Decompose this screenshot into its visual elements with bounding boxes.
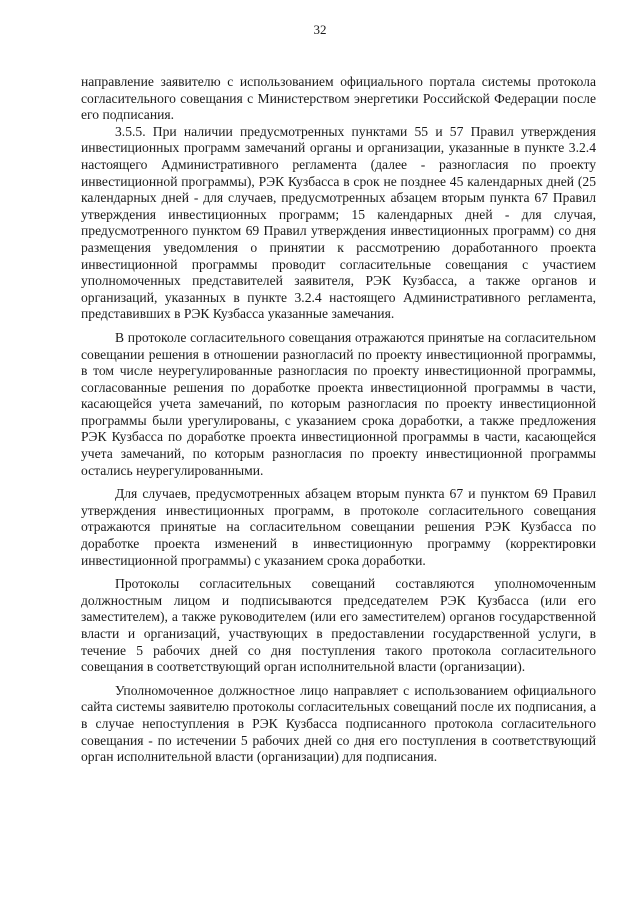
paragraph-protocol-sending: Уполномоченное должностное лицо направляет с использованием официального сайта системы заявителю протоколы согласительных совещаний после их подписания, а в случае непоступления в РЭК Кузбасса подписанного протокола согласительного совещания - по истечении 5 рабочих дней со дня его поступления в соответствующий орган исполнительной власти (организации) для подписания. [81, 682, 596, 765]
paragraph-continuation: направление заявителю с использованием официального портала системы протокола согласительного совещания с Министерством энергетики Российской Федерации после его подписания. [81, 74, 596, 123]
paragraph-special-cases: Для случаев, предусмотренных абзацем вторым пункта 67 и пунктом 69 Правил утверждения инвестиционных программ, в протоколе согласительного совещания отражаются принятые на согласительном совещании решения РЭК Кузбасса по доработке проекта изменений в инвестиционную программу (корректировки инвестиционной программы) с указанием срока доработки. [81, 486, 596, 568]
page-number: 32 [313, 22, 327, 37]
document-body [81, 74, 596, 766]
paragraph-protocol-contents: В протоколе согласительного совещания отражаются принятые на согласительном совещании решения в отношении разногласий по проекту инвестиционной программы, в том числе неурегулированные разногласия по проекту инвестиционной программы, согласованные решения по доработке проекта инвестиционной программы в части, касающейся учета замечаний, по которым разногласия по проекту инвестиционной программы были урегулированы, с указанием срока доработки, а также предложения РЭК Кузбасса по доработке проекта инвестиционной программы в части, касающейся учета замечаний, по которым разногласия по проекту инвестиционной программы остались неурегулированными. [81, 329, 596, 478]
paragraph-protocol-signing: Протоколы согласительных совещаний составляются уполномоченным должностным лицом и подписываются председателем РЭК Кузбасса (или его заместителем), а также руководителем (или его заместителем) органов государственной власти и организаций, участвующих в предоставлении государственной услуги, в течение 5 рабочих дней со дня поступления такого протокола согласительного совещания в соответствующий орган исполнительной власти (организации). [81, 576, 596, 675]
paragraph-3-5-5: 3.5.5. При наличии предусмотренных пунктами 55 и 57 Правил утверждения инвестиционных программ замечаний органы и организации, указанные в пункте 3.2.4 настоящего Административного регламента (далее - разногласия по проекту инвестиционной программы), РЭК Кузбасса в срок не позднее 45 календарных дней (25 календарных дней - для случаев, предусмотренных абзацем вторым пункта 67 Правил утверждения инвестиционных программ; 15 календарных дней - для случая, предусмотренного пунктом 69 Правил утверждения инвестиционных программ) со дня размещения уведомления о принятии к рассмотрению доработанного проекта инвестиционной программы проводит согласительные совещания с участием уполномоченных представителей заявителя, РЭК Кузбасса, а также органов и организаций, указанных в пункте 3.2.4 настоящего Административного регламента, представивших в РЭК Кузбасса указанные замечания. [81, 123, 596, 322]
